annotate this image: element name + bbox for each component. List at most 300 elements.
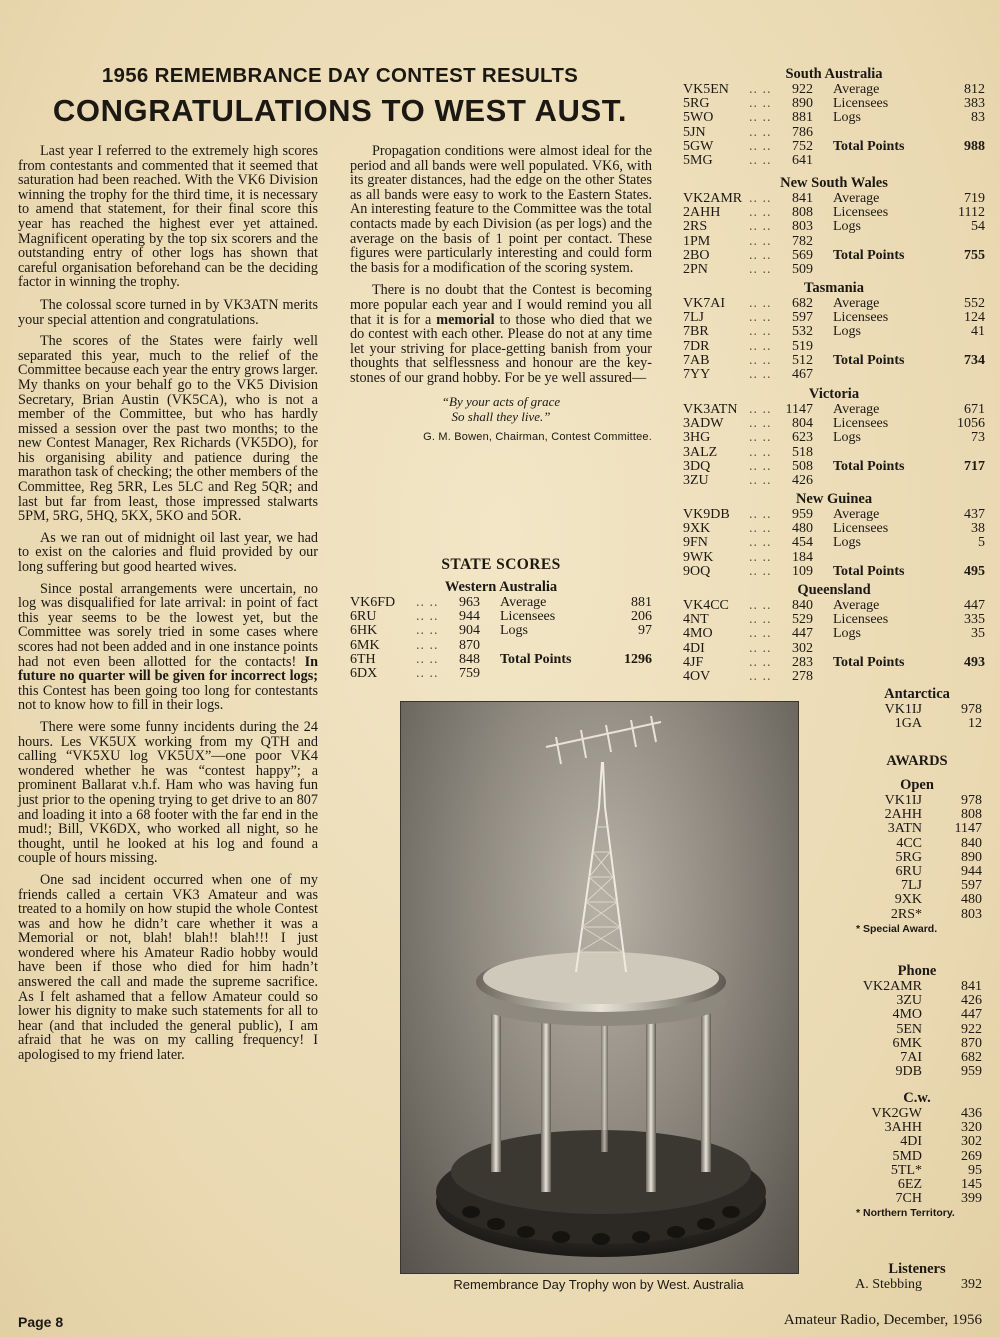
score-value: 283 — [792, 654, 813, 670]
summary-value: 719 — [964, 191, 985, 206]
total-points-row — [833, 140, 985, 154]
callsign: VK2GW — [871, 1106, 922, 1121]
callsign: 6RU — [350, 609, 377, 625]
score-value: 392 — [961, 1277, 982, 1292]
article-paragraph — [18, 720, 318, 866]
state-name: Victoria — [808, 386, 860, 402]
publication-info: Amateur Radio, December, 1956 — [783, 1312, 982, 1328]
callsign: 5JN — [683, 124, 706, 140]
paragraph-text: One sad incident occurred when one of my friends called a certain VK3 Amateur and was treated to a homily on how stupid the whole Contest was and how he didn’t care whether it was a Memorial or not, blah! blah!! blah!!! I just wondered where his Amateur Radio hobby would have been if those who died for him hadn’t answered the call and made the supreme sacrifice. As I felt ashamed that a fellow Amateur could so lower his dignity to make such statements for all to hear (and that included the general public), I am afraid that he was on my calling frequency! I apologised to my friend later. — [18, 871, 318, 1064]
headline: 1956 REMEMBRANCE DAY CONTEST RESULTS — [101, 64, 579, 87]
quote-line-1: “By your acts of grace — [441, 393, 561, 409]
callsign: VK3ATN — [683, 402, 738, 417]
summary-value: 83 — [971, 110, 985, 126]
summary-label: Logs — [500, 623, 528, 639]
score-value: 1147 — [954, 821, 982, 837]
state-name: Queensland — [797, 582, 871, 598]
callsign: 7DR — [683, 338, 710, 354]
score-value: 597 — [792, 310, 813, 326]
callsign: 9FN — [683, 535, 708, 551]
award-row — [852, 1164, 982, 1178]
summary-value: 54 — [971, 219, 985, 235]
summary-label: Average — [833, 82, 880, 97]
award-row — [852, 893, 982, 907]
score-row — [683, 340, 985, 354]
summary-label: Logs — [833, 535, 861, 551]
dot-leader: .. .. — [749, 535, 772, 551]
award-row — [852, 994, 982, 1008]
award-row — [852, 717, 982, 731]
summary-value: 437 — [964, 507, 985, 522]
callsign: 9OQ — [683, 563, 711, 579]
callsign: 6MK — [350, 637, 380, 653]
summary-label: Licensees — [833, 310, 889, 326]
callsign: 9WK — [683, 549, 714, 565]
summary-value: 493 — [964, 654, 985, 670]
callsign: 5MG — [683, 153, 713, 168]
award-row — [852, 1278, 982, 1292]
article-column-2-paragraphs — [350, 144, 652, 386]
callsign: VK2AMR — [683, 191, 743, 206]
score-value: 922 — [792, 82, 813, 97]
score-row — [683, 235, 985, 249]
summary-value: 5 — [978, 535, 985, 551]
summary-value: 383 — [964, 96, 985, 112]
dot-leader: .. .. — [749, 82, 772, 97]
summary-value: 881 — [631, 595, 652, 610]
callsign: 4MO — [892, 1007, 922, 1023]
callsign: 2AHH — [884, 807, 922, 823]
summary-row — [833, 220, 985, 234]
state-name: New Guinea — [795, 491, 873, 507]
article-paragraph — [18, 298, 318, 327]
signature: G. M. Bowen, Chairman, Contest Committee. — [423, 430, 652, 443]
emphasis-text: memorial — [436, 311, 495, 328]
award-row — [852, 1150, 982, 1164]
dot-leader: .. .. — [749, 233, 772, 249]
total-points-row — [833, 249, 985, 263]
award-row — [852, 822, 982, 836]
total-points-row — [833, 565, 985, 579]
paragraph-text: to those who died that we do contest with each other. Please do not at any time let your striving for place-getting banish from your thoughts that selflessness and honour are the key-stones of our grand hobby. For be ye well assured— — [350, 311, 652, 386]
score-row — [350, 639, 652, 653]
awards-title: AWARDS — [886, 753, 948, 769]
award-row — [852, 808, 982, 822]
summary-row — [833, 325, 985, 339]
award-row — [852, 908, 982, 922]
callsign: 1GA — [894, 716, 922, 732]
paragraph-text: The scores of the States were fairly well separated this year, much to the relief of the Committee because each year the entry grows larger. My thanks on your behalf go to the VK5 Division Secretary, Brian Austin (VK5CA), who is not a member of the Committee, but who has hardly missed a session over the past two months; to the new Contest Manager, Rex Richards (VK5DO), for his organising ability and patience during the marathon task of checking; the other members of the Committee, Reg 5RR, Les 5LC and Reg 5QR; and last but far from least, those impressed stalwarts 5PM, 5RG, 5HQ, 5KX, 5KO and 5OR. — [18, 333, 318, 525]
photo-caption: Remembrance Day Trophy won by West. Australia — [453, 1277, 744, 1292]
paragraph-text: Last year I referred to the extremely high scores from contestants and commented that it seemed that saturation had been reached. With the VK6 Division winning the trophy for the third time, it is necessary to amend that statement, for their final score this year has reached the highest ever yet attained. Magnificent operating by the top six scorers and the outstanding entry of other logs has shown that careful organisation beforehand can be the deciding factor in winning the trophy. — [18, 143, 318, 291]
article-paragraph — [18, 144, 318, 290]
callsign: 4DI — [683, 640, 705, 656]
summary-value: 1056 — [957, 416, 985, 432]
summary-value: 206 — [631, 609, 652, 625]
score-row — [683, 670, 985, 684]
summary-value: 734 — [964, 352, 985, 368]
state-name: Western Australia — [444, 579, 558, 595]
score-value: 841 — [961, 979, 982, 994]
score-value: 532 — [792, 324, 813, 340]
summary-row — [500, 596, 652, 610]
score-value: 436 — [961, 1106, 982, 1121]
paragraph-text: As we ran out of midnight oil last year, we had to exist on the calories and fluid provided by our long suffering but good hearted wives. — [18, 529, 318, 576]
score-value: 480 — [961, 892, 982, 908]
summary-row — [833, 627, 985, 641]
summary-value: 1112 — [958, 205, 985, 221]
score-value: 1147 — [785, 402, 813, 417]
summary-label: Average — [833, 402, 880, 417]
summary-value: 755 — [964, 247, 985, 263]
summary-label: Licensees — [833, 521, 889, 537]
callsign: 5RG — [683, 96, 710, 112]
summary-row — [833, 192, 985, 206]
summary-value: 447 — [964, 598, 985, 613]
trophy-photo — [400, 701, 799, 1274]
score-value: 959 — [792, 507, 813, 522]
callsign: 4OV — [683, 669, 711, 684]
score-value: 426 — [792, 473, 813, 488]
score-value: 808 — [792, 205, 813, 221]
score-row — [683, 126, 985, 140]
callsign: 7AB — [683, 352, 710, 368]
score-value: 840 — [961, 835, 982, 851]
summary-label: Average — [833, 296, 880, 311]
awards-phone-title: Phone — [897, 963, 937, 979]
award-row — [852, 1121, 982, 1135]
article-paragraph — [350, 283, 652, 385]
total-points-row — [500, 653, 652, 667]
summary-label: Total Points — [833, 138, 905, 154]
summary-row — [833, 83, 985, 97]
dot-leader: .. .. — [416, 666, 439, 681]
dot-leader: .. .. — [416, 609, 439, 625]
dot-leader: .. .. — [749, 507, 772, 522]
award-row — [852, 1135, 982, 1149]
score-value: 890 — [961, 849, 982, 865]
dot-leader: .. .. — [416, 595, 439, 610]
award-row — [852, 851, 982, 865]
antarctica-title: Antarctica — [884, 686, 950, 702]
dot-leader: .. .. — [749, 153, 772, 168]
score-value: 447 — [792, 626, 813, 642]
callsign: 7CH — [895, 1191, 922, 1207]
summary-label: Total Points — [500, 651, 572, 667]
dot-leader: .. .. — [749, 416, 772, 432]
score-value: 302 — [961, 1134, 982, 1150]
callsign: 3ADW — [683, 416, 724, 432]
summary-label: Total Points — [833, 563, 905, 579]
callsign: 5MD — [892, 1148, 922, 1164]
summary-label: Total Points — [833, 654, 905, 670]
summary-row — [833, 297, 985, 311]
northern-territory-note: * Northern Territory. — [856, 1207, 955, 1220]
callsign: 7AI — [900, 1050, 922, 1065]
summary-value: 495 — [964, 563, 985, 579]
award-row — [852, 1178, 982, 1192]
score-value: 904 — [459, 623, 480, 639]
summary-value: 717 — [964, 458, 985, 474]
summary-row — [833, 403, 985, 417]
callsign: 4CC — [896, 835, 922, 851]
summary-value: 38 — [971, 521, 985, 537]
callsign: 5GW — [683, 138, 714, 154]
callsign: VK1IJ — [884, 793, 922, 808]
award-row — [852, 1192, 982, 1206]
score-value: 95 — [968, 1162, 982, 1178]
score-value: 944 — [459, 609, 480, 625]
summary-row — [500, 610, 652, 624]
award-row — [852, 703, 982, 717]
score-value: 269 — [961, 1148, 982, 1164]
dot-leader: .. .. — [749, 626, 772, 642]
callsign: 2RS — [683, 219, 708, 235]
paragraph-text: Since postal arrangements were uncertain, no log was disqualified for late arrival: in point of fact this year seems to be the lowest yet, but the Committee was sorely tried in some cases where scores had not been added and in one instance points had not even been allotted for the contacts! — [18, 580, 318, 670]
summary-row — [833, 311, 985, 325]
summary-value: 124 — [964, 310, 985, 326]
callsign: 5RG — [895, 849, 922, 865]
dot-leader: .. .. — [749, 669, 772, 684]
score-value: 881 — [792, 110, 813, 126]
dot-leader: .. .. — [416, 623, 439, 639]
summary-value: 1296 — [624, 651, 652, 667]
score-row — [683, 551, 985, 565]
award-row — [852, 865, 982, 879]
total-points-row — [833, 354, 985, 368]
score-value: 786 — [792, 124, 813, 140]
dot-leader: .. .. — [749, 444, 772, 460]
callsign: VK4CC — [683, 598, 729, 613]
callsign: VK5EN — [683, 82, 729, 97]
callsign: 6EZ — [897, 1177, 922, 1192]
callsign: 7LJ — [683, 310, 704, 326]
callsign: 5EN — [896, 1021, 922, 1037]
callsign: 9DB — [895, 1064, 922, 1080]
summary-row — [833, 111, 985, 125]
summary-row — [833, 522, 985, 536]
summary-label: Licensees — [833, 96, 889, 112]
summary-value: 41 — [971, 324, 985, 340]
awards-cw-title: C.w. — [903, 1090, 931, 1106]
dot-leader: .. .. — [749, 205, 772, 221]
score-value: 320 — [961, 1120, 982, 1136]
article-paragraph — [18, 334, 318, 524]
dot-leader: .. .. — [749, 549, 772, 565]
score-value: 184 — [792, 549, 813, 565]
score-value: 12 — [968, 716, 982, 732]
score-value: 109 — [792, 563, 813, 579]
listeners-title: Listeners — [888, 1261, 946, 1277]
score-value: 518 — [792, 444, 813, 460]
callsign: 4DI — [900, 1134, 922, 1150]
callsign: 9XK — [894, 892, 922, 908]
summary-value: 73 — [971, 430, 985, 446]
state-name: Tasmania — [804, 280, 864, 296]
article-column-1 — [18, 144, 318, 1070]
score-value: 978 — [961, 702, 982, 717]
total-points-row — [833, 460, 985, 474]
callsign: 5TL* — [890, 1162, 922, 1178]
page-number: Page 8 — [18, 1314, 64, 1330]
summary-row — [833, 206, 985, 220]
dot-leader: .. .. — [749, 473, 772, 488]
score-row — [683, 642, 985, 656]
callsign: VK6FD — [350, 595, 396, 610]
score-row — [683, 446, 985, 460]
score-value: 145 — [961, 1177, 982, 1192]
summary-row — [833, 431, 985, 445]
score-value: 682 — [792, 296, 813, 311]
score-value: 963 — [459, 595, 480, 610]
summary-row — [833, 508, 985, 522]
summary-label: Average — [500, 595, 547, 610]
score-value: 841 — [792, 191, 813, 206]
callsign: 4JF — [683, 654, 704, 670]
callsign: 6RU — [895, 864, 922, 879]
summary-label: Licensees — [833, 205, 889, 221]
dot-leader: .. .. — [749, 598, 772, 613]
score-value: 519 — [792, 338, 813, 354]
callsign: VK9DB — [683, 507, 730, 522]
score-value: 480 — [792, 521, 813, 537]
score-value: 944 — [961, 864, 982, 879]
summary-value: 988 — [964, 138, 985, 154]
summary-label: Total Points — [833, 247, 905, 263]
summary-row — [833, 97, 985, 111]
callsign: 6TH — [350, 651, 376, 667]
summary-value: 335 — [964, 612, 985, 628]
summary-value: 97 — [638, 623, 652, 639]
awards-open-title: Open — [900, 777, 934, 793]
state-scores-title: STATE SCORES — [441, 556, 561, 573]
summary-row — [833, 613, 985, 627]
callsign: 3ATN — [887, 821, 922, 837]
dot-leader: .. .. — [749, 612, 772, 628]
score-value: 959 — [961, 1064, 982, 1080]
callsign: 7BR — [683, 324, 709, 340]
emphasis-text: In future no quarter will be given for incorrect logs; — [18, 653, 318, 685]
callsign: 3DQ — [683, 458, 711, 474]
score-value: 840 — [792, 598, 813, 613]
state-name: New South Wales — [780, 175, 888, 191]
summary-value: 812 — [964, 82, 985, 97]
callsign: VK1IJ — [884, 702, 922, 717]
score-value: 302 — [792, 640, 813, 656]
score-value: 641 — [792, 153, 813, 168]
article-paragraph — [18, 873, 318, 1063]
summary-value: 671 — [964, 402, 985, 417]
total-points-row — [833, 656, 985, 670]
dot-leader: .. .. — [749, 521, 772, 537]
paragraph-text: Propagation conditions were almost ideal for the period and all bands were well populated. VK6, with its greater distances, had the edge on the other States as all bands were easy to work to the Eastern States. An interesting feature to the Committee was the total contacts made by each Division (as per logs) and the average on the basis of 1 point per contact. These figures were particularly interesting and could form the basis for a modification of the scoring system. — [350, 143, 652, 276]
dot-leader: .. .. — [749, 191, 772, 206]
score-value: 870 — [459, 637, 480, 653]
score-value: 804 — [792, 416, 813, 432]
summary-label: Logs — [833, 324, 861, 340]
article-paragraph — [18, 531, 318, 575]
paragraph-text: There were some funny incidents during the 24 hours. Les VK5UX working from my QTH and calling “VK5XU log VK5UX”—one poor VK4 wondered whether he was “contest happy”; a prominent Ballarat v.h.f. Ham who was having fun just prior to the opening trying to get drive to an 807 and loading it into a 68 footer with the far end in the mud!; Bill, VK6DX, who worked all night, so he thought, until he looked at his log and found a couple of hours missing. — [18, 718, 318, 867]
summary-value: 552 — [964, 296, 985, 311]
callsign: 6HK — [350, 623, 378, 639]
score-value: 682 — [961, 1050, 982, 1065]
callsign: VK2AMR — [862, 979, 922, 994]
dot-leader: .. .. — [749, 402, 772, 417]
paragraph-text: The colossal score turned in by VK3ATN merits your special attention and congratulations. — [18, 296, 318, 328]
score-value: 529 — [792, 612, 813, 628]
state-name: South Australia — [785, 66, 883, 82]
score-value: 569 — [792, 247, 813, 263]
summary-label: Logs — [833, 430, 861, 446]
score-row — [683, 368, 985, 382]
score-value: 512 — [792, 352, 813, 368]
dot-leader: .. .. — [749, 262, 772, 277]
dot-leader: .. .. — [749, 352, 772, 368]
score-value: 803 — [792, 219, 813, 235]
summary-label: Licensees — [500, 609, 556, 625]
award-row — [852, 1023, 982, 1037]
dot-leader: .. .. — [749, 458, 772, 474]
summary-label: Total Points — [833, 352, 905, 368]
award-row — [852, 1037, 982, 1051]
dot-leader: .. .. — [749, 296, 772, 311]
callsign: VK7AI — [683, 296, 725, 311]
paragraph-text: There is no doubt that the Contest is becoming more popular each year and I would remind you all that it is for a — [350, 282, 652, 328]
callsign: 3AHH — [884, 1120, 922, 1136]
summary-row — [833, 536, 985, 550]
callsign: 1PM — [683, 233, 711, 249]
dot-leader: .. .. — [749, 430, 772, 446]
score-value: 509 — [792, 262, 813, 277]
article-paragraph — [18, 582, 318, 713]
article-paragraph — [350, 144, 652, 275]
score-value: 426 — [961, 993, 982, 1009]
callsign: 9XK — [683, 521, 711, 537]
callsign: 7YY — [683, 367, 711, 382]
score-value: 870 — [961, 1035, 982, 1051]
subheadline: CONGRATULATIONS TO WEST AUST. — [52, 93, 628, 128]
dot-leader: .. .. — [749, 338, 772, 354]
score-value: 597 — [961, 878, 982, 894]
trophy-illustration — [401, 702, 798, 1273]
score-value: 848 — [459, 651, 480, 667]
score-value: 508 — [792, 458, 813, 474]
callsign: 2AHH — [683, 205, 721, 221]
callsign: 4MO — [683, 626, 713, 642]
score-row — [683, 263, 985, 277]
score-value: 978 — [961, 793, 982, 808]
summary-row — [500, 624, 652, 638]
paragraph-text: this Contest has been going too long for contestants not to know how to fill in their logs. — [18, 682, 318, 714]
score-value: 623 — [792, 430, 813, 446]
score-value: 803 — [961, 906, 982, 922]
summary-label: Total Points — [833, 458, 905, 474]
score-value: 759 — [459, 666, 480, 681]
summary-label: Licensees — [833, 612, 889, 628]
quote — [350, 394, 652, 424]
summary-label: Logs — [833, 110, 861, 126]
summary-row — [833, 417, 985, 431]
award-row — [852, 1008, 982, 1022]
special-award-note: * Special Award. — [856, 922, 938, 935]
dot-leader: .. .. — [416, 637, 439, 653]
summary-label: Licensees — [833, 416, 889, 432]
summary-label: Logs — [833, 219, 861, 235]
award-row — [852, 837, 982, 851]
award-row — [852, 1051, 982, 1065]
score-value: 752 — [792, 138, 813, 154]
dot-leader: .. .. — [749, 563, 772, 579]
